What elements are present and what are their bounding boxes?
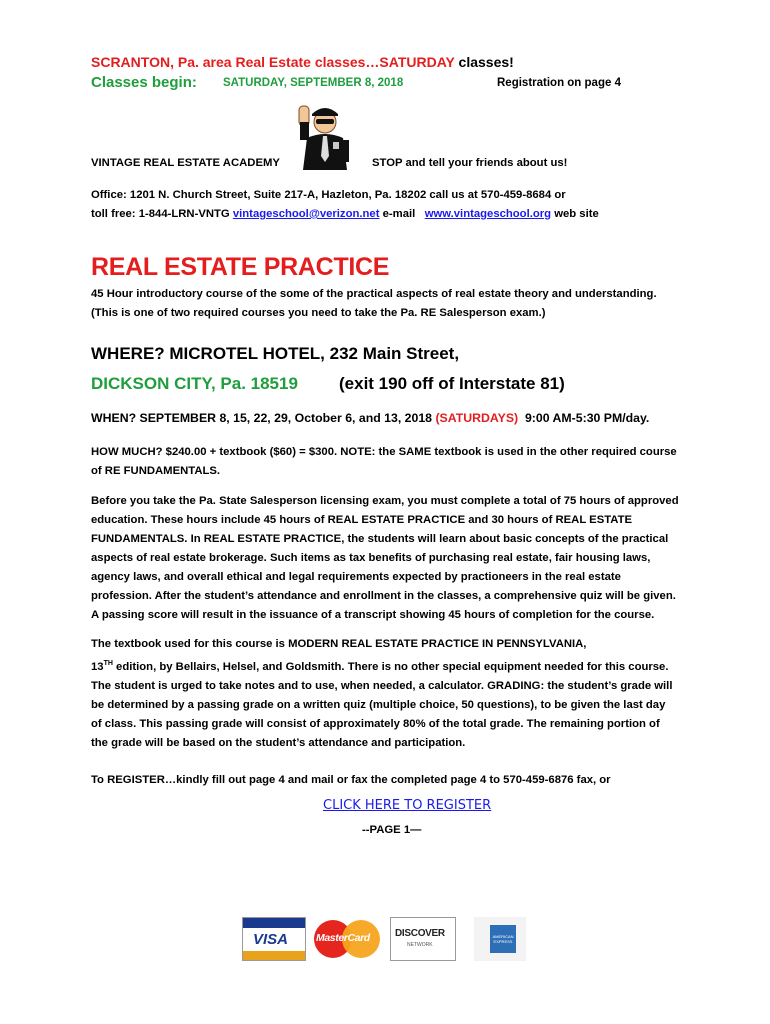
mastercard-label: MasterCard	[316, 932, 370, 944]
toll-free-number: toll free: 1-844-LRN-VNTG	[91, 208, 230, 220]
course-title: REAL ESTATE PRACTICE	[91, 253, 390, 281]
classes-begin-label: Classes begin:	[91, 74, 197, 91]
how-much	[91, 443, 731, 481]
american-express-card-icon	[474, 917, 526, 961]
office-address: Office: 1201 N. Church Street, Suite 217-A, Hazleton, Pa. 18202 call us at 570-459-8684 or	[91, 189, 566, 201]
discover-card-icon	[390, 917, 456, 961]
visa-label: VISA	[253, 931, 289, 948]
when-hours: 9:00 AM-5:30 PM/day.	[524, 411, 650, 425]
when-line	[91, 411, 649, 425]
amex-label: AMERICAN EXPRESS	[492, 934, 514, 944]
visa-card-icon	[242, 917, 306, 961]
stop-cop-illustration	[285, 104, 365, 170]
para1-line: FUNDAMENTALS. In REAL ESTATE PRACTICE, the students will learn about basic concepts of the practical	[91, 533, 669, 545]
email-suffix: e-mail	[382, 208, 416, 220]
where-city: DICKSON CITY, Pa. 18519	[91, 374, 298, 393]
para1-line: Before you take the Pa. State Salesperson licensing exam, you must complete a total of 75 hours of approved	[91, 495, 679, 507]
header-classes-word: classes!	[458, 54, 514, 70]
how-much-line1: HOW MUCH? $240.00 + textbook ($60) = $300. NOTE: the SAME textbook is used in the other required course	[91, 446, 677, 458]
para2-line: The textbook used for this course is MODERN REAL ESTATE PRACTICE IN PENNSYLVANIA,	[91, 638, 587, 650]
classes-begin-date: SATURDAY, SEPTEMBER 8, 2018	[223, 77, 404, 89]
click-here-to-register-link[interactable]: CLICK HERE TO REGISTER	[323, 798, 492, 813]
how-much-line2: of RE FUNDAMENTALS.	[91, 465, 221, 477]
para2-line: The student is urged to take notes and to use, when needed, a calculator. GRADING: the student’s grade will	[91, 679, 673, 692]
para1-line: aspects of real estate brokerage. Such items as tax benefits of purchasing real estate, fair housing laws,	[91, 552, 651, 564]
edition-number: 13	[91, 660, 104, 673]
where-exit: (exit 190 off of Interstate 81)	[339, 374, 565, 393]
website-link[interactable]: www.vintageschool.org	[424, 208, 552, 220]
header-line1	[91, 54, 514, 70]
para2-line: the grade will be based on the student’s attendance and participation.	[91, 736, 466, 749]
edition-rest: edition, by Bellairs, Helsel, and Goldsmith. There is no other special equipment needed for this course.	[112, 660, 669, 673]
para1-line: A passing score will result in the issuance of a transcript showing 45 hours of completion for the course.	[91, 609, 655, 621]
payment-cards	[242, 917, 532, 962]
edition-suffix: TH	[103, 660, 113, 667]
discover-label: DISCOVER	[395, 928, 445, 939]
contact-line	[91, 208, 599, 220]
email-link[interactable]: vintageschool@verizon.net	[232, 208, 380, 220]
para1-line: education. These hours include 45 hours of REAL ESTATE PRACTICE and 30 hours of REAL ESTATE	[91, 514, 633, 526]
para2-line: of class. This passing grade will consist of approximately 80% of the total grade. The remaining portion of	[91, 717, 660, 730]
when-dates: WHEN? SEPTEMBER 8, 15, 22, 29, October 6, and 13, 2018	[91, 411, 433, 425]
para2-line: be determined by a passing grade on a written quiz (multiple choice, 50 questions), to be given the last day	[91, 698, 666, 711]
course-desc-1: 45 Hour introductory course of the some of the practical aspects of real estate theory and understanding.	[91, 288, 657, 300]
where-line: WHERE? MICROTEL HOTEL, 232 Main Street,	[91, 344, 460, 363]
discover-sub-label: NETWORK	[407, 942, 433, 948]
para2-line-edition	[91, 654, 731, 677]
academy-name: VINTAGE REAL ESTATE ACADEMY	[91, 157, 280, 169]
mastercard-icon	[312, 917, 384, 961]
page-number: --PAGE 1—	[362, 824, 422, 836]
para1-line: agency laws, and overall ethical and legal requirements expected by practioneers in the real estate	[91, 571, 621, 583]
when-saturdays: (SATURDAYS)	[435, 411, 519, 425]
paragraph-requirements	[91, 492, 731, 625]
academy-slogan: STOP and tell your friends about us!	[372, 157, 568, 169]
para1-line: profession. After the student’s attendance and enrollment in the classes, a comprehensive quiz will be given.	[91, 590, 676, 602]
course-desc-2: (This is one of two required courses you need to take the Pa. RE Salesperson exam.)	[91, 307, 546, 319]
paragraph-textbook	[91, 635, 731, 753]
register-instructions: To REGISTER…kindly fill out page 4 and mail or fax the completed page 4 to 570-459-6876 fax, or	[91, 774, 611, 786]
header-headline: SCRANTON, Pa. area Real Estate classes…SATURDAY	[91, 54, 455, 70]
website-suffix: web site	[554, 208, 599, 220]
registration-note: Registration on page 4	[497, 77, 621, 89]
